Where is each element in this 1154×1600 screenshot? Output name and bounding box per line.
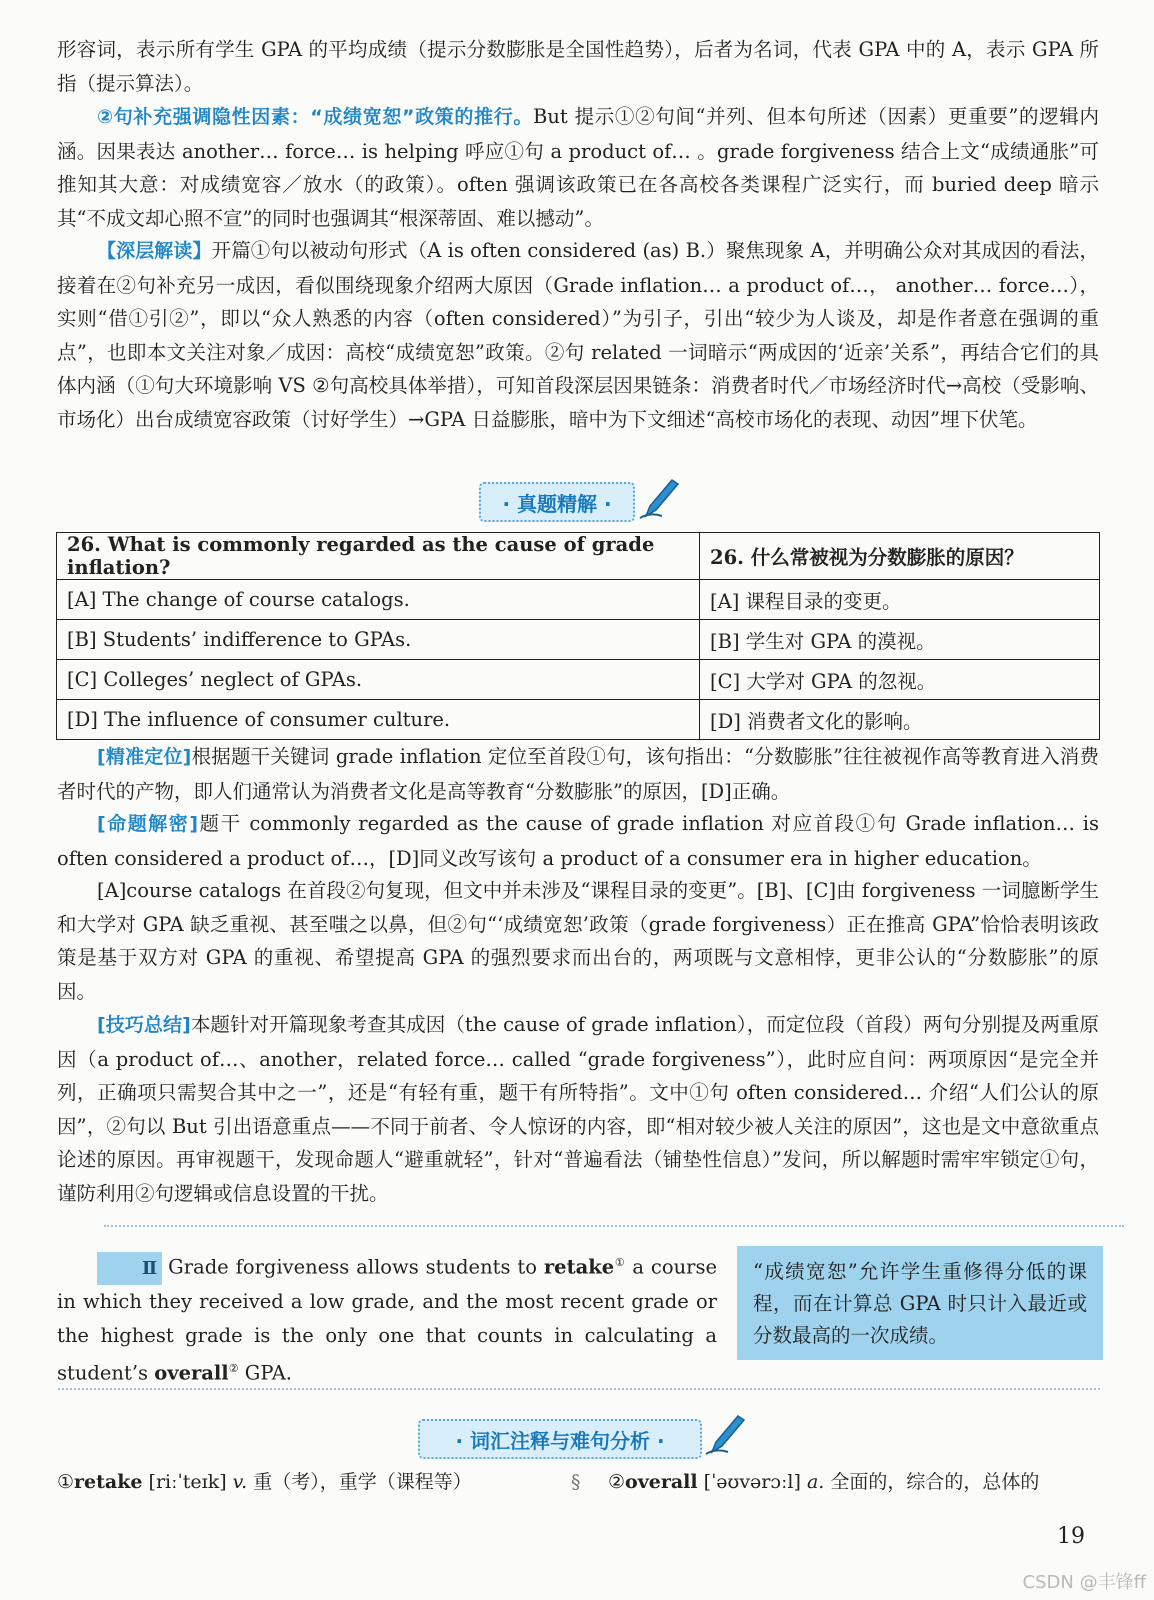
vocab-phonetic: [ˈəʊvərɔːl] [703, 1471, 801, 1493]
vocab-definition: 全面的，综合的，总体的 [830, 1471, 1040, 1493]
deep-reading-text: 开篇①句以被动句形式（A is often considered (as) B.）聚焦现象 A，并明确公众对其成因的看法，接着在②句补充另一成因，看似围绕现象介绍两大原因（Grade inflation… a product of…， another… force…），实则“借①引②”，即以“众人熟悉的内容（often considered）”为引子，引出“较少为人谈及，却是作者意在强调的重点”，也即本文关注对象／成因：高校“成绩宽恕”政策。②句 related 一词暗示“两成因的‘近亲’关系”，再结合它们的具体内涵（①句大环境影响 VS ②句高校具体举措），可知首段深层因果链条：消费者时代／市场经济时代→高校（受影响、市场化）出台成绩宽容政策（讨好学生）→GPA 日益膨胀，暗中为下文细述“高校市场化的表现、动因”埋下伏笔。 [57, 239, 1099, 431]
pen-icon [702, 1412, 746, 1458]
option-en: [B] Students’ indifference to GPAs. [57, 620, 700, 660]
vocab-entry [608, 1467, 1039, 1497]
vocab-pos: a. [806, 1471, 825, 1493]
option-en: [A] The change of course catalogs. [57, 580, 700, 620]
sentence-two-paragraph [57, 100, 1099, 235]
vocab-separator: § [571, 1471, 581, 1493]
option-zh: [A] 课程目录的变更。 [700, 580, 1100, 620]
footnote-mark: ② [228, 1362, 239, 1375]
intro-paragraph: 形容词，表示所有学生 GPA 的平均成绩（提示分数膨胀是全国性趋势），后者为名词，代表 GPA 中的 A，表示 GPA 所指（提示算法）。 [57, 38, 1099, 95]
skill-summary-label: [技巧总结] [97, 1014, 191, 1036]
deep-reading-paragraph [57, 234, 1099, 436]
question-decode-label: [命题解密] [97, 813, 199, 835]
option-zh: [D] 消费者文化的影响。 [700, 700, 1100, 740]
sentence-two-label: ②句补充强调隐性因素：“成绩宽恕”政策的推行。 [97, 106, 534, 128]
paragraph-number-badge: Ⅱ [97, 1252, 162, 1286]
vocab-word-retake: retake [543, 1255, 615, 1279]
vocab-word: overall [625, 1471, 698, 1493]
option-en: [C] Colleges’ neglect of GPAs. [57, 660, 700, 700]
sentence-two-text: But 提示①②句间“并列、但本句所述（因素）更重要”的逻辑内涵。因果表达 another… force… is helping 呼应①句 a product of… 。grade forgiveness 结合上文“成绩通胀”可推知其大意：对成绩宽容／放水（的政策）。often 强调该政策已在各高校各类课程广泛实行，而 buried deep 暗示其“不成文却心照不宣”的同时也强调其“根深蒂固、难以撼动”。 [57, 105, 1099, 230]
watermark: CSDN @丰锋ff [1022, 1572, 1146, 1593]
footnote-mark: ① [614, 1256, 626, 1269]
vocab-word: retake [74, 1471, 143, 1493]
precise-location-paragraph [57, 740, 1099, 808]
dotted-divider [104, 1225, 1124, 1227]
passage-text: GPA. [244, 1361, 292, 1385]
question-stem-row [57, 533, 1100, 580]
vocab-word-overall: overall [154, 1361, 229, 1385]
precise-location-label: [精准定位] [97, 746, 192, 768]
option-row [57, 700, 1100, 740]
pen-icon [636, 476, 680, 522]
section-title-exam-analysis: · 真题精解 · [479, 482, 635, 522]
passage-text: a course in which they received a low grade, and the most recent grade or the highest grade is the only one that counts in calculating a student’s [57, 1255, 718, 1385]
option-row [57, 580, 1100, 620]
translation-box: “成绩宽恕”允许学生重修得分低的课程，而在计算总 GPA 时只计入最近或分数最高的一次成绩。 [737, 1246, 1103, 1360]
question-stem-zh: 26. 什么常被视为分数膨胀的原因？ [700, 533, 1100, 580]
passage-text: Grade forgiveness allows students to [168, 1255, 537, 1279]
question-decode-paragraph [57, 807, 1099, 875]
vocab-phonetic: [riːˈteɪk] [148, 1471, 227, 1493]
question-decode-text: 题干 commonly regarded as the cause of grade inflation 对应首段①句 Grade inflation… is often considered a product of…，[D]同义改写该句 a product of a consumer era in higher education。 [57, 812, 1099, 870]
question-stem-en: 26. What is commonly regarded as the cause of grade inflation? [57, 533, 700, 580]
option-row [57, 620, 1100, 660]
page-number: 19 [1057, 1524, 1085, 1549]
skill-summary-paragraph [57, 1008, 1099, 1210]
vocab-entry [57, 1467, 472, 1497]
passage-sentence [57, 1246, 717, 1390]
option-row [57, 660, 1100, 700]
question-table [56, 532, 1100, 740]
option-zh: [B] 学生对 GPA 的漠视。 [700, 620, 1100, 660]
vocab-pos: v. [232, 1471, 248, 1493]
skill-summary-text: 本题针对开篇现象考查其成因（the cause of grade inflation），而定位段（首段）两句分别提及两重原因（a product of…、another，related force… called “grade forgiveness”），此时应自问：两项原因“是完全并列，正确项只需契合其中之一”，还是“有轻有重，题干有所特指”。文中①句 often considered… 介绍“人们公认的原因”，②句以 But 引出语意重点——不同于前者、令人惊讶的内容，即“相对较少被人关注的原因”，这也是文中意欲重点论述的原因。再审视题干，发现命题人“避重就轻”，针对“普遍看法（铺垫性信息）”发问，所以解题时需牢牢锁定①句，谨防利用②句逻辑或信息设置的干扰。 [57, 1013, 1099, 1205]
precise-location-text: 根据题干关键词 grade inflation 定位至首段①句，该句指出：“分数膨胀”往往被视作高等教育进入消费者时代的产物，即人们通常认为消费者文化是高等教育“分数膨胀”的原因，[D]正确。 [57, 745, 1099, 803]
option-en: [D] The influence of consumer culture. [57, 700, 700, 740]
section-title-vocab-notes: · 词汇注释与难句分析 · [418, 1419, 702, 1459]
vocab-definition: 重（考），重学（课程等） [253, 1471, 472, 1493]
vocab-mark: ① [57, 1471, 75, 1493]
deep-reading-label: 【深层解读】 [97, 240, 212, 262]
distractor-analysis-paragraph: [A]course catalogs 在首段②句复现，但文中并未涉及“课程目录的变更”。[B]、[C]由 forgiveness 一词臆断学生和大学对 GPA 缺乏重视、甚至嗤之以鼻，但②句“‘成绩宽恕’政策（grade forgiveness）正在推高 GPA”恰恰表明该政策是基于双方对 GPA 的重视、希望提高 GPA 的强烈要求而出台的，两项既与文意相悖，更非公认的“分数膨胀”的原因。 [57, 879, 1099, 1003]
option-zh: [C] 大学对 GPA 的忽视。 [700, 660, 1100, 700]
dotted-divider [58, 1388, 1100, 1390]
vocab-mark: ② [608, 1471, 626, 1493]
